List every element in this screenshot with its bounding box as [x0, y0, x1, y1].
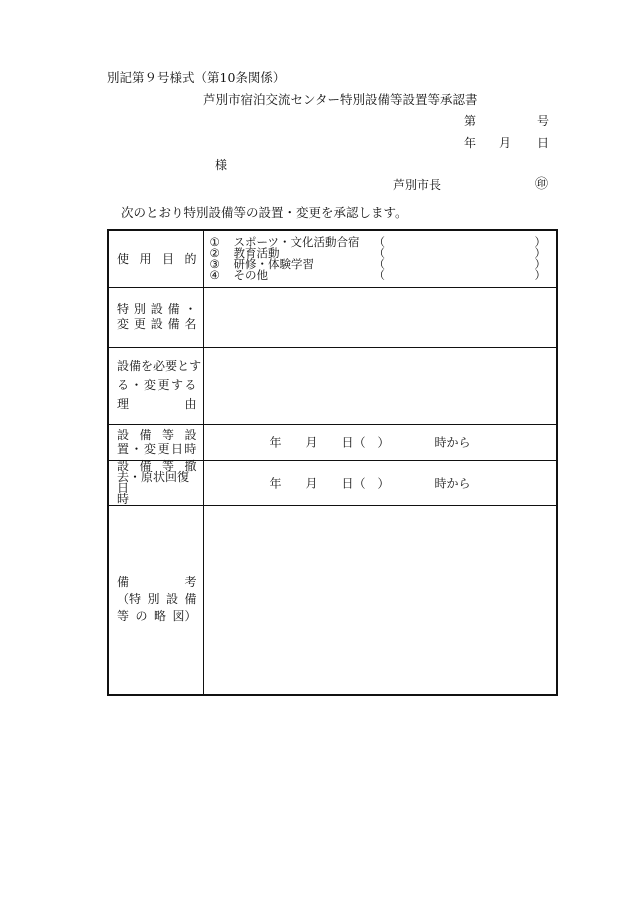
number-label-dai: 第 [464, 114, 477, 128]
reason-label-cell [108, 347, 203, 424]
removal-day: 日（ ） [341, 476, 390, 490]
install-month: 月 [305, 435, 318, 450]
equipment-name-row [108, 287, 557, 347]
number-label-go: 号 [537, 114, 550, 128]
approval-form-table [107, 229, 558, 696]
purpose-row [108, 230, 557, 287]
intro-text: 次のとおり特別設備等の設置・変更を承認します。 [121, 205, 408, 220]
seal-mark: ㊞ [535, 177, 549, 192]
date-year-label: 年 [464, 136, 477, 150]
addressee-suffix: 様 [215, 158, 228, 172]
removal-from: 時から [434, 476, 471, 490]
reason-label: 設 備 を 必 要 と す る ・ 変 更 す る 理 由 [117, 359, 202, 411]
purpose-label-cell [108, 230, 203, 287]
install-datetime-label: 設 備 等 設 置 ・ 変 更 日 時 [117, 428, 197, 456]
purpose-option[interactable]: ④ その他 （ ） [209, 268, 546, 282]
install-year: 年 [269, 435, 282, 450]
purpose-options-cell [203, 230, 557, 287]
install-datetime-field[interactable] [203, 424, 557, 460]
install-from: 時から [434, 435, 471, 450]
remarks-label-cell [108, 505, 203, 695]
reason-field[interactable] [203, 347, 557, 424]
removal-year: 年 [269, 476, 282, 490]
removal-datetime-label: 設 備 等 撤 去・原状回復日 時 [117, 458, 197, 506]
form-number: 別記第９号様式（第10条関係） [107, 70, 286, 85]
install-day: 日（ ） [341, 435, 390, 450]
purpose-option[interactable]: ② 教育活動 （ ） [209, 246, 546, 260]
removal-month: 月 [305, 476, 318, 490]
remarks-label: 備 考 （特 別 設 備 等 の 略 図） [117, 575, 197, 624]
remarks-field[interactable] [203, 505, 557, 695]
reason-row [108, 347, 557, 424]
date-month-label: 月 [499, 136, 512, 150]
install-datetime-label-cell [108, 424, 203, 460]
purpose-option[interactable]: ① スポーツ・文化活動合宿 （ ） [209, 235, 546, 249]
equipment-name-label: 特 別 設 備 ・ 変 更 設 備 名 [117, 302, 197, 331]
purpose-option[interactable]: ③ 研修・体験学習 （ ） [209, 257, 546, 271]
install-datetime-row [108, 424, 557, 460]
purpose-label: 使 用 目 的 [117, 252, 197, 267]
removal-datetime-row [108, 460, 557, 505]
issuer-name: 芦別市長 [393, 178, 442, 192]
removal-datetime-label-cell [108, 460, 203, 505]
date-day-label: 日 [537, 136, 550, 150]
remarks-row [108, 505, 557, 695]
document-title: 芦別市宿泊交流センター特別設備等設置等承認書 [203, 92, 478, 107]
equipment-name-field[interactable] [203, 287, 557, 347]
removal-datetime-field[interactable] [203, 460, 557, 505]
equipment-name-label-cell [108, 287, 203, 347]
